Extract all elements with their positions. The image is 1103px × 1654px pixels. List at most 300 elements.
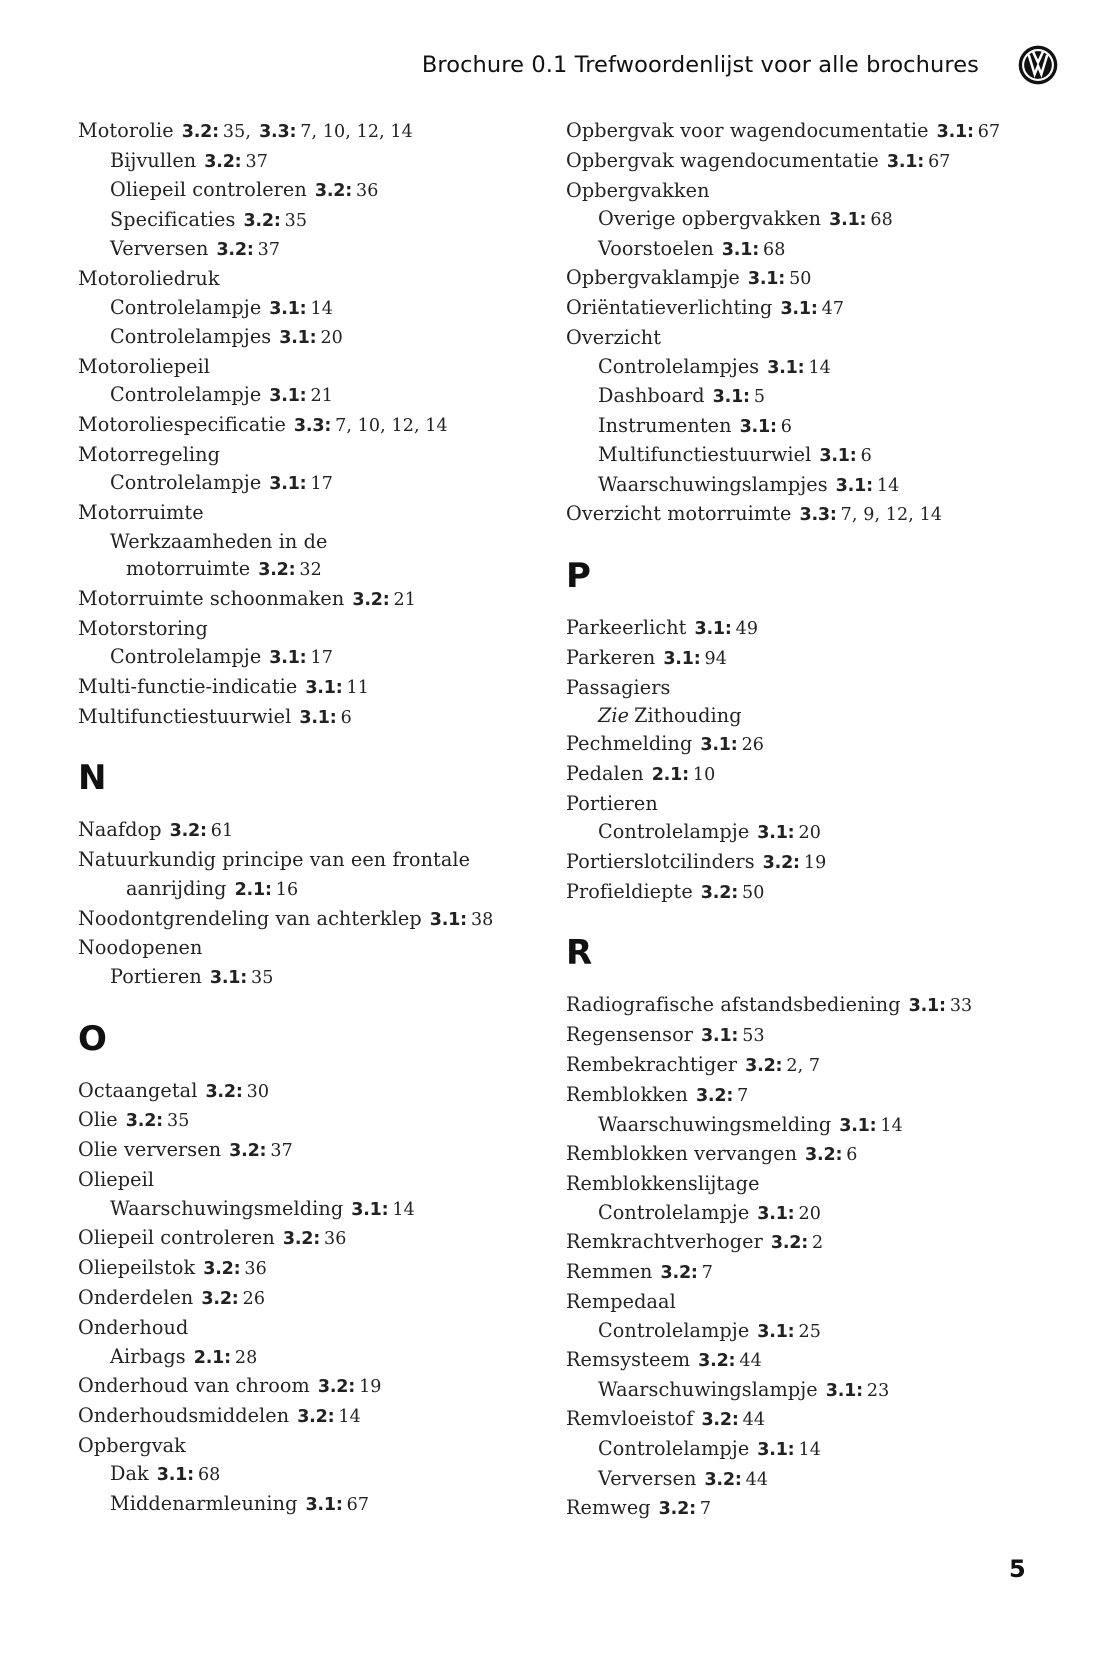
index-entry [566,878,1056,908]
index-subentry [566,205,1056,235]
index-entry [566,1405,1056,1435]
index-subentry [78,323,568,353]
index-entry [566,1140,1056,1170]
index-term: Controlelampjes [598,354,760,378]
page-numbers: 26 [741,734,765,755]
page-numbers: 25 [798,1321,821,1342]
index-term: Portierslotcilinders [566,849,755,873]
index-entry [78,265,568,294]
index-term: Controlelampje [110,645,262,669]
index-term: Overzicht [566,325,662,349]
index-term: Overige opbergvakken [598,207,822,231]
index-term: Onderdelen [78,1285,194,1309]
page-reference [757,1319,821,1342]
index-term: Remblokken vervangen [566,1142,798,1166]
index-term: Rembekrachtiger [566,1053,738,1077]
index-term: Passagiers [566,675,671,699]
page-numbers: 20 [798,1203,821,1224]
index-entry [566,324,1056,353]
page-reference [269,645,333,668]
index-term: Oriëntatieverlichting [566,296,773,320]
brochure-volume: 3.1: [767,357,805,378]
brochure-volume: 3.2: [204,151,242,172]
index-entry [566,1228,1056,1258]
brochure-volume: 3.1: [908,996,946,1017]
page-numbers: 7, 10, 12, 14 [300,122,413,142]
index-entry [78,499,568,528]
index-term: aanrijding [126,877,227,901]
page-reference [430,907,494,930]
index-entry [78,1372,568,1402]
index-entry [566,294,1056,324]
index-term: Zithouding [634,704,742,728]
page-reference [126,1108,190,1131]
page-numbers: 53 [742,1026,765,1047]
page-numbers: 67 [346,1494,370,1515]
page-reference [829,207,893,230]
page-reference [201,1286,265,1309]
page-reference [698,1348,762,1371]
page-reference [771,1230,823,1253]
index-term: Motorolie [78,119,174,142]
page-reference [757,820,821,843]
index-term: Oliepeil controleren [110,178,307,202]
index-entry [78,1166,568,1195]
index-term: Multifunctiestuurwiel [598,443,812,467]
brochure-volume: 3.1: [269,386,307,407]
index-term: Remmen [566,1260,653,1284]
brochure-volume: 3.1: [305,677,343,698]
index-entry [78,846,568,875]
index-term: Onderhoud [78,1315,189,1339]
page-numbers: 6 [846,1145,858,1166]
index-subentry [566,818,1056,848]
page-reference [305,1492,369,1515]
brochure-volume: 3.1: [839,1115,877,1136]
page-numbers: 38 [470,909,494,930]
index-entry [566,644,1056,674]
index-subentry [78,294,568,324]
index-term: Dashboard [598,384,705,408]
page-reference [937,119,1001,142]
index-term: Oliepeil [78,1168,155,1192]
page-numbers: 35 [284,210,308,231]
page-number: 5 [1009,1555,1026,1583]
page-reference [194,1345,258,1368]
brochure-volume: 3.1: [269,474,307,495]
index-entry [566,1288,1056,1317]
brochure-volume: 3.2: [229,1141,267,1162]
brochure-volume: 3.2: [314,181,353,202]
page-reference [887,149,951,172]
page-reference [305,675,369,698]
page-numbers: 20 [798,823,821,844]
index-term: Bijvullen [110,148,197,172]
brochure-volume: 3.2: [805,1145,843,1166]
page-reference [283,1226,347,1249]
index-subentry [566,382,1056,412]
brochure-volume: 3.2: [700,882,738,903]
page-numbers: 26 [242,1288,266,1309]
page-numbers: 50 [789,269,812,290]
index-term: Motoroliepeil [78,354,211,378]
brochure-volume: 3.2: [658,1499,696,1520]
index-term: Airbags [110,1344,186,1368]
page-numbers: 14 [798,1440,821,1461]
index-term: Opbergvakken [566,178,710,202]
page-numbers: 68 [870,210,893,231]
brochure-volume: 3.1: [886,151,925,172]
page-reference [269,296,333,319]
index-term: Waarschuwingslampjes [598,472,828,496]
brochure-volume: 3.2: [181,122,219,142]
page-numbers: 14 [880,1115,903,1136]
index-entry [78,673,568,703]
page-reference [235,877,299,900]
page-reference [661,1260,713,1283]
see-reference-label: Zie [598,704,630,728]
index-term: Naafdop [78,818,162,842]
page-numbers: 19 [359,1377,382,1398]
index-term: Controlelampje [598,1318,750,1342]
index-entry [78,411,568,441]
index-term: Parkeerlicht [566,616,687,640]
page-numbers: 11 [346,677,369,698]
page-reference [757,1201,821,1224]
brochure-volume: 3.2: [216,240,254,261]
page-numbers: 7 [699,1499,712,1520]
page-numbers: 14 [310,298,333,319]
index-subentry [566,1111,1056,1141]
brochure-volume: 3.2: [125,1111,163,1132]
page-numbers: 35 [166,1111,190,1132]
page-reference [663,646,727,669]
page-numbers: 37 [270,1141,293,1162]
brochure-volume: 2.1: [651,764,689,785]
section-letter: P [566,556,591,597]
brochure-volume: 3.1: [757,1321,795,1342]
index-entry [566,147,1056,177]
page-reference [805,1142,857,1165]
index-term: Remvloeistof [566,1407,694,1431]
index-term: Noodontgrendeling van achterklep [78,906,422,930]
page-reference [204,149,268,172]
index-term: Remkrachtverhoger [566,1230,763,1254]
brochure-volume: 2.1: [234,880,272,901]
index-entry [566,760,1056,790]
page-reference [170,818,234,841]
page-numbers: 19 [803,852,827,873]
brochure-volume: 3.1: [712,387,750,408]
index-term: Motorruimte [78,500,204,524]
page-numbers: 17 [310,474,333,495]
page-numbers: 7, 9, 12, 14 [840,505,943,526]
index-subentry [78,1490,568,1520]
index-subentry [566,1199,1056,1229]
page-numbers: 17 [310,648,333,669]
index-term: Motoroliespecificatie [78,412,286,436]
page-reference [318,1374,382,1397]
index-term: Parkeren [566,645,656,669]
index-term: Rempedaal [566,1289,676,1313]
page-numbers: 7, 10, 12, 14 [335,415,448,436]
brochure-volume: 3.1: [757,1440,795,1461]
brochure-volume: 3.1: [269,298,307,319]
brochure-volume: 3.2: [704,1469,742,1490]
index-term: Noodopenen [78,936,203,960]
page-reference [819,443,871,466]
brochure-volume: 3.2: [660,1263,698,1284]
index-subentry [78,1195,568,1225]
page-numbers: 35, [222,122,252,142]
index-term: Olie verversen [78,1138,222,1162]
page-reference [763,850,827,873]
page-numbers: 36 [244,1259,267,1280]
brochure-volume: 3.2: [203,1259,241,1280]
index-term: Remblokken [566,1082,688,1106]
index-term: Opbergvaklampje [566,266,740,290]
brochure-volume: 3.1: [829,210,867,231]
page-reference [701,1407,765,1430]
page-reference [748,266,812,289]
index-term: Overzicht motorruimte [566,502,792,526]
index-subentry [566,702,1056,730]
brochure-volume: 3.2: [317,1377,356,1398]
index-term: Profieldiepte [566,879,693,903]
section-letter: O [78,1018,107,1059]
brochure-volume: 3.1: [721,239,759,260]
index-term: Opbergvak voor wagendocumentatie [566,119,929,142]
index-entry [566,1494,1056,1524]
page-numbers: 36 [356,181,379,202]
index-entry [78,703,568,733]
brochure-volume: 3.1: [694,619,732,640]
page-reference [203,1256,267,1279]
page-reference [229,1138,293,1161]
brochure-volume: 3.2: [297,1406,335,1427]
index-entry [566,177,1056,206]
page-reference [205,1079,269,1102]
page-numbers: 33 [949,996,973,1017]
index-subentry [78,963,568,993]
brochure-volume: 3.2: [745,1056,783,1077]
page-reference [780,296,844,319]
index-term: Octaangetal [78,1078,198,1102]
index-entry [78,816,568,846]
page-reference [696,1083,748,1106]
page-reference [351,1197,415,1220]
page-reference [652,762,716,785]
page-numbers: 5 [753,387,766,408]
page-numbers: 49 [735,619,759,640]
page-numbers: 94 [704,648,727,669]
page-reference [352,587,416,610]
index-subentry [78,643,568,673]
index-term: Opbergvak [78,1433,186,1457]
brochure-volume: 3.3: [799,505,837,526]
page-numbers: 7 [701,1263,713,1284]
index-term: Opbergvak wagendocumentatie [566,148,879,172]
index-column-right [566,117,1056,1524]
index-entry [566,848,1056,878]
page-reference [216,237,280,260]
page-reference [157,1462,221,1485]
index-term: Motorregeling [78,442,221,466]
page-numbers: 30 [246,1081,270,1102]
index-term: motorruimte [126,557,251,581]
page-reference [722,237,786,260]
page-numbers: 28 [234,1347,258,1368]
brochure-volume: 3.3: [259,122,297,142]
index-subentry [78,555,568,585]
brochure-volume: 3.2: [169,821,207,842]
index-subentry [566,1317,1056,1347]
index-subentry [78,176,568,206]
section-letter: N [78,758,107,799]
brochure-volume: 3.1: [825,1380,863,1401]
index-column-left [78,117,568,1519]
page-numbers: 50 [742,882,765,903]
index-term: Controlelampje [598,1200,750,1224]
page-numbers: 21 [393,589,417,610]
index-subentry [566,471,1056,501]
index-entry [78,1106,568,1136]
index-entry [78,353,568,382]
page-numbers: 47 [821,299,845,320]
index-term: Pedalen [566,761,644,785]
page-reference [745,1053,820,1076]
index-term: Regensensor [566,1023,694,1047]
page-numbers: 14 [876,475,900,496]
index-term: Remblokkenslijtage [566,1171,760,1195]
index-term: Controlelampje [598,1437,750,1461]
index-entry [566,1258,1056,1288]
index-entry [566,991,1056,1021]
page-reference [704,1467,768,1490]
page-numbers: 67 [928,151,951,172]
page-reference [182,119,251,142]
page-reference [210,965,274,988]
page-numbers: 44 [742,1410,766,1431]
index-term: Specificaties [110,207,236,231]
page-reference [826,1378,890,1401]
page-reference [839,1113,903,1136]
page-reference [294,413,448,436]
index-entry [78,615,568,644]
brochure-volume: 3.1: [305,1494,343,1515]
page-numbers: 6 [780,416,792,437]
index-entry [566,614,1056,644]
index-term: Multi-functie-indicatie [78,674,298,698]
brochure-volume: 3.1: [351,1199,389,1220]
index-entry [78,1432,568,1461]
vw-logo-icon [1017,44,1059,86]
page-reference [297,1404,361,1427]
index-entry [566,1081,1056,1111]
page-header [422,44,1059,86]
brochure-volume: 3.2: [282,1229,321,1250]
index-term: Portieren [566,791,658,815]
page-numbers: 14 [338,1406,361,1427]
brochure-volume: 3.1: [835,475,873,496]
index-entry [78,117,568,147]
brochure-volume: 3.1: [747,269,786,290]
brochure-volume: 3.1: [819,446,857,467]
page-reference [799,502,942,525]
index-entry [566,674,1056,703]
index-entry [566,790,1056,819]
page-numbers: 23 [866,1380,890,1401]
index-subentry [566,235,1056,265]
page-numbers: 10 [692,764,716,785]
index-subentry [566,1435,1056,1465]
index-entry [78,1136,568,1166]
brochure-volume: 3.3: [293,415,332,436]
page-numbers: 68 [197,1465,221,1486]
brochure-volume: 3.1: [156,1465,194,1486]
index-term: Instrumenten [598,413,732,437]
index-term: Verversen [110,237,209,261]
page-reference [315,178,379,201]
page-numbers: 20 [320,328,343,349]
index-entry [566,264,1056,294]
page-reference [700,732,764,755]
index-subentry [78,875,568,905]
brochure-volume: 3.1: [663,648,701,669]
page-numbers: 14 [808,357,831,378]
page-numbers: 67 [977,122,1001,142]
page-reference [701,1023,765,1046]
index-term: Pechmelding [566,731,693,755]
index-entry [78,1254,568,1284]
index-entry [78,585,568,615]
index-term: Waarschuwingslampje [598,1377,818,1401]
index-term: Waarschuwingsmelding [598,1112,832,1136]
page-numbers: 37 [245,151,268,172]
brochure-volume: 3.2: [205,1081,243,1102]
brochure-volume: 3.1: [936,122,974,142]
index-term: Voorstoelen [598,236,714,260]
page-numbers: 6 [340,707,352,728]
page-reference [269,383,333,406]
index-subentry [78,1343,568,1373]
index-term: Dak [110,1462,149,1486]
index-entry [566,1021,1056,1051]
index-term: Motoroliedruk [78,266,220,290]
index-term: Motorstoring [78,616,208,640]
brochure-volume: 3.2: [201,1288,239,1309]
brochure-volume: 3.2: [258,560,296,581]
page-reference [279,325,343,348]
page-title: Brochure 0.1 Trefwoordenlijst voor alle brochures [421,52,979,78]
page-numbers: 44 [739,1351,762,1372]
index-subentry [566,1465,1056,1495]
page-numbers: 68 [763,239,786,260]
index-term: Waarschuwingsmelding [110,1196,344,1220]
index-entry [78,1314,568,1343]
page-reference [767,355,831,378]
index-subentry [78,469,568,499]
brochure-volume: 3.1: [209,968,248,989]
page-numbers: 61 [210,821,234,842]
index-term: Controlelampje [110,295,262,319]
index-entry [78,905,568,935]
index-entry [78,1284,568,1314]
index-term: Multifunctiestuurwiel [78,704,292,728]
index-term: Oliepeil controleren [78,1226,275,1250]
index-entry [566,117,1056,147]
brochure-volume: 3.1: [269,648,307,669]
